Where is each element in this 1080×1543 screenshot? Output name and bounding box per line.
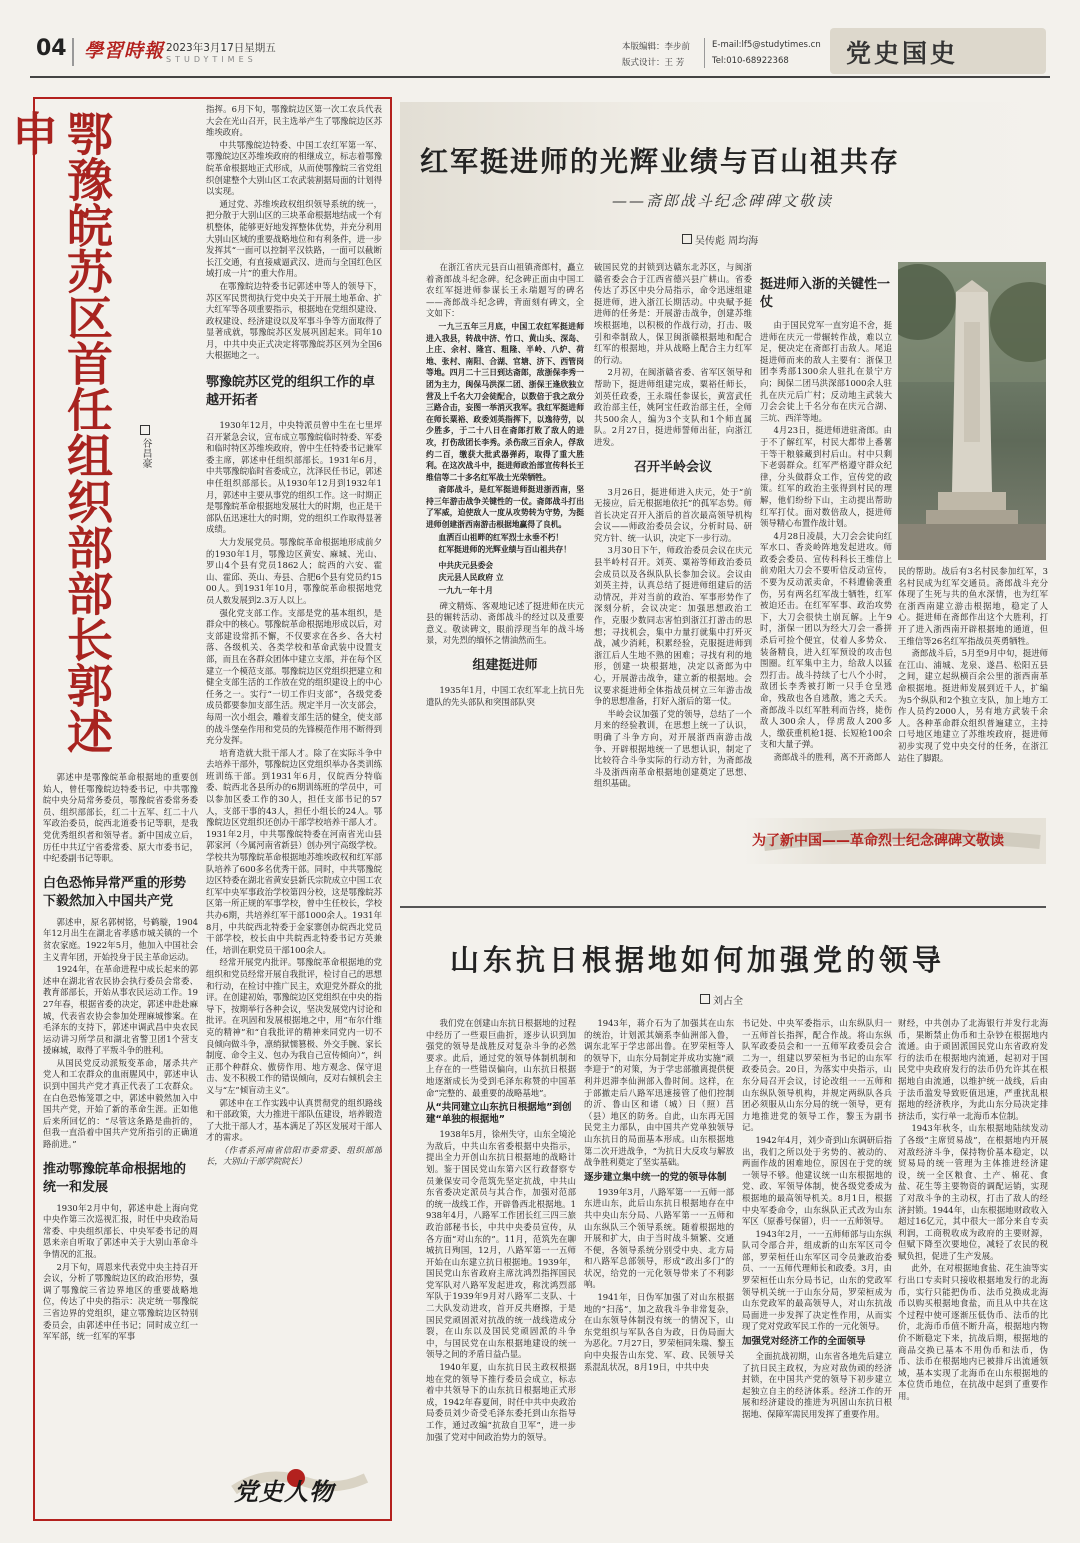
- author-icon: [700, 994, 710, 1004]
- paragraph: 此外，在对根据地食盐、花生油等实行出口专卖时只接收根据地发行的北海币，实行只能把伪币、法币兑换成北海币以购买根据地食盐，而且从中共在这个过程中使可逐渐压低伪币、法币的比价，北海币币值不断升高，根据地内物价不断稳定下来，抗战后期，根据地的商品交换已基本不用伪币和法币，伪币、法币在根据地内已被排斥出流通领域，基本实现了北海币在山东根据地的本位货币地位，在抗战中起到了重要作用。: [898, 1263, 1048, 1401]
- rt-subheading-2: 召开半岭会议: [633, 459, 712, 475]
- paragraph: 4月28日凌晨，大刀会会徒向红军水口、香炎岭阵地发起进攻。师政委会委员、宣传科科长王维信上前劝阻大刀会不要听信反动宣传，不要为反动派卖命，不料遭偷袭重伤，另有两名红军战士牺牲，红军被迫还击。在红军军事、政治攻势下，大刀会很快土崩瓦解。上午9时，浙保一团以为经大刀会一番拼杀后可捡个便宜，仗着人多势众、装备精良，进入红军预设的攻击包围圈。红军集中主力，给敌人以猛烈打击。战斗持续了七八个小时，敌团长李秀被打断一只手仓皇逃命，残敌也各自逃散，逃之夭夭。斋郎战斗以红军胜利而告终，毙伤敌人300余人，俘虏敌人200多人，缴获重机枪1挺、长短枪100余支和大量子弹。: [760, 530, 892, 750]
- page-header: [0, 0, 1080, 78]
- author-credit: （作者系河南省信阳市委常委、组织部部长，大别山干部学院院长）: [206, 1144, 382, 1167]
- inscription-paragraph: 斋郎战斗，是红军挺进师挺进浙西南，坚持三年游击战争关键性的一仗。斋郎战斗打出了军威，迫使敌人一度从攻势转为守势，为挺进师创建浙西南游击根据地赢得了良机。: [426, 485, 584, 530]
- header-date: 2023年3月17日星期五: [166, 42, 276, 54]
- paragraph: 1930年2月中旬，郭述申赴上海向党中央作第三次巡视汇报，时任中央政治局常委、中央组织部长、中央军委书记的周恩来亲自听取了郭述申关于大别山革命斗争情况的汇报。: [43, 1202, 198, 1259]
- paragraph: 通过党、苏维埃政权组织领导系统的统一，把分散于大别山区的三块革命根据地结成一个有机整体，能够更好地发挥整体优势，并充分利用大别山区域的重要战略地位和有利条件，进一步发挥其“一面可以控制平汉铁路，一面可以截断长江交通，有直接威逼武汉、进而与全国红色区域打成一片”的重大作用。: [206, 198, 382, 279]
- paragraph: 指挥。6月下旬，鄂豫皖边区第一次工农兵代表大会在光山召开，民主选举产生了鄂豫皖边区苏维埃政府。: [206, 104, 382, 138]
- author-name: 刘占全: [713, 996, 743, 1007]
- paragraph: 从国民党反动派叛变革命，屠杀共产党人和工农群众的血雨腥风中，郭述申认识到中国共产党才真正代表了工农群众。在白色恐怖笼罩之中，郭述申毅然加入中国共产党，开始了新的革命生涯。正如他后来所回忆的：“尽管这条路是曲折的，但我一直沿着中国共产党所指引的正确道路前进。”: [43, 1057, 198, 1150]
- paragraph: 1935年1月，中国工农红军北上抗日先遣队的先头部队和突围部队突: [426, 685, 584, 707]
- paragraph: 2月下旬，周恩来代表党中央主持召开会议，分析了鄂豫皖边区的政治形势，强调了鄂豫皖三省边界地区的重要战略地位，传达了中央的指示：决定统一鄂豫皖三省边界的党组织，建立鄂豫皖边区特别委员会，由郭述申任书记；同时成立红一军军部，统一红军的军事: [43, 1261, 198, 1342]
- paragraph: 1942年4月，刘少奇到山东调研后指出，我们之所以处于劣势的、被动的、两面作战的困难地位，原因在于党的统一领导不够。他建议统一山东根据地的党、政、军领导体制，使各级党委成为根据地的最高领导机关。8月1日，根据中央军委命令，山东纵队正式改为山东军区（原番号保留），归一一五师领导。: [742, 1134, 892, 1227]
- paragraph: 1943年，蒋介石为了加强其在山东的统治，计划派其嫡系李仙洲部入鲁，调东北军于学忠部出鲁。在罗荣桓等人的领导下，山东分局制定并成功实施“顽李迎于”的对策，为于学忠部撤离提供便利并迟滞李仙洲部入鲁时间。这样，在于部撤走后八路军迅速接管了他们控制的沂、鲁山区和诸（城）日（照）莒（县）地区的防务。自此，山东再无国民党主力部队，由中国共产党单独领导山东抗日的局面基本形成。山东根据地第二次开进战争，“为抗日大反攻与解放战争胜利奠定了坚实基础。: [584, 1018, 734, 1168]
- subheading-3: 鄂豫皖苏区党的组织工作的卓越开拓者: [206, 375, 376, 409]
- header-proof: 版式设计：王 芳: [622, 58, 685, 68]
- paragraph: 全面抗战初期，山东省各地先后建立了抗日民主政权，为应对敌伪顽的经济封锁，在中国共产党的领导下初步建立起独立自主的经济体系。经济工作的开展和经济建设的推进为巩固山东抗日根据地、保障军需民用发挥了重要作用。: [742, 1351, 892, 1419]
- paragraph: 财经，中共创办了北海银行并发行北海币，果断禁止伪币和土杂钞在根据地内流通。由于顽固派国民党山东省政府发行的法币在根据地内流通，起初对于国民党中央政府发行的法币仍允许其在根据地自由流通，以维护统一战线，后由于法币滥发导致贬值迅速，严重扰乱根据地的经济秩序，为此山东分局决定排挤法币，实行单一北海币本位制。: [898, 1018, 1048, 1121]
- masthead-logo: 學習時報: [84, 40, 165, 62]
- rb-subheading-2: 逐步建立集中统一的党的领导体制: [584, 1171, 727, 1183]
- header-rule: [30, 76, 1050, 78]
- inscription-paragraph: 红军挺进师的光辉业绩与百山祖共存！: [438, 545, 572, 555]
- paragraph: 由于国民党军一直穷追不舍，挺进师在庆元一带辗转作战，难以立足，便决定在斋郎打击敌人。尾追挺进师而来的敌人主要有：浙保卫团李秀部1300余人驻扎在景宁方向；闽保二团马洪深部1000余人驻扎在庆元后广村；反动地主武装大刀会会徒上千名分布在庆元合湖、三坑、西洋等地。: [760, 320, 892, 423]
- rb-col-1: [426, 1018, 576, 1518]
- paragraph: 4月23日，挺进师进驻斋郎。由于不了解红军，村民大都带上番薯干等干粮躲藏到村后山。村中只剩下老弱群众。红军严格遵守群众纪律，分头做群众工作，宣传党的政策。红军的政治主张得到村民的理解，他们纷纷下山，主动提出帮助红军打仗。面对数倍敌人，挺进师领导精心布置作战计划。: [760, 425, 892, 529]
- paragraph: 在浙江省庆元县百山祖镇斋郎村，矗立着斋郎战斗纪念碑。纪念碑正面由中国工农红军挺进师参谋长王永瑞题写的碑名——斋郎战斗纪念碑，背面刻有碑文，全文如下：: [426, 262, 584, 319]
- paragraph: 大力发展党员。鄂豫皖革命根据地形成前夕的1930年1月，鄂豫边区黄安、麻城、光山、罗山4个县有党员1862人；皖西的六安、霍山、霍邱、英山、寿县、合肥6个县有党员约1500人。到1931年10月，鄂豫皖革命根据地党员人数发展到2.3万人以上。: [206, 537, 382, 605]
- header-divider-mid: [704, 38, 705, 68]
- header-email: E-mail:lf5@studytimes.cn: [712, 40, 821, 50]
- article-title-text: 鄂豫皖苏区首任组织部部长郭述申: [5, 110, 114, 754]
- rt-subheading-3: 挺进师入浙的关键性一仗: [760, 277, 891, 310]
- left-article-author: [138, 425, 153, 468]
- right-bottom-title: 山东抗日根据地如何加强党的领导: [450, 943, 946, 977]
- paragraph: 破国民党的封锁到达赣东北苏区，与闽浙赣省委会合于江西省德兴县广耕山。省委传达了苏区中央分局指示，命令迅速组建挺进师，进入浙江长期活动。中央赋予挺进师的任务是：开展游击战争，创建苏维埃根据地，以积极的作战行动，打击、吸引和牵制敌人，保卫闽浙赣根据地和配合红军的根据地，并从战略上配合主力红军的行动。: [594, 262, 752, 365]
- logo-text: 党史人物: [234, 1477, 334, 1506]
- paragraph: 斋郎战斗后，5月至9月中旬，挺进师在江山、浦城、龙泉、遂昌、松阳五县之间，建立起纵横百余公里的浙西南革命根据地。挺进师发展到近千人，扩编为5个纵队和2个独立支队，加上地方工作人员约2000人，另有地方武装千余人。各种革命群众组织普遍建立，主持口号地区地建立了苏维埃政府，挺进师初步实现了党中央交付的任务，在浙江站住了脚跟。: [898, 648, 1048, 763]
- rt-col-3: [760, 276, 892, 804]
- paragraph: 中共鄂豫皖边特委、中国工农红军第一军、鄂豫皖边区苏维埃政府的相继成立，标志着鄂豫皖革命根据地正式形成，从而使鄂豫皖三省党组织创建整个大别山区工农武装割据局面的计划得以实现。: [206, 139, 382, 197]
- paragraph: 郭述申在工作实践中认真贯彻党的组织路线和干部政策，大力推进干部队伍建设，培养锻造了大批干部人才，基本满足了苏区发展对干部人才的需求。: [206, 1097, 382, 1143]
- subheading-1: 白色恐怖异常严重的形势下毅然加入中国共产党: [43, 875, 187, 909]
- party-history-logo: [226, 1460, 376, 1510]
- paragraph: 1941年，日伪军加强了对山东根据地的“扫荡”，加之敌我斗争非常复杂，在山东领导体制没有统一的情况下，山东党组织与军队各自为政，日伪局面大为恶化。7月27日，罗荣桓同朱瑞、黎玉向中央报告山东党、军、政、民领导关系混乱状况，8月19日，中共中央: [584, 1292, 734, 1372]
- paragraph: 1943年秋冬，山东根据地陆续发动了各级“主席贸易战”，在根据地内开展对敌经济斗争，保持物价基本稳定，以贸易局的统一管理为主体推进经济建设，统一全区粮食、土产、棉花、食盐、花生等主要物资的调配运销，实现了对敌斗争的主动权，打击了敌人的经济封锁。1944年，山东根据地财政收入超过16亿元，其中很大一部分来自专卖利润，工商税收成为政府的主要财源，但赋下降至次要地位，减轻了农民的税赋负担，促进了生产发展。: [898, 1123, 1048, 1261]
- inscription-sign: 庆元县人民政府 立: [438, 573, 504, 583]
- intro-paragraph: 郭述申是鄂豫皖革命根据地的重要创始人，曾任鄂豫皖边特委书记，中共鄂豫皖中央分局常务委员，鄂豫皖省委常务委员、组织部部长，红二十五军、红二十八军政治委员，皖西北道委书记等职，是我党优秀组织者和领导者。新中国成立后，历任中共辽宁省委常委、原大市委书记，中纪委副书记等职。: [43, 772, 198, 864]
- paragraph: 1930年12月，中央特派员曾中生在七里坪召开紧急会议，宣布成立鄂豫皖临时特委、军委和临时特区苏维埃政府，曾中生任特委书记兼军委主席，郭述申任组织部部长。1931年6月，中共鄂豫皖临时省委成立，沈泽民任书记，郭述申任组织部部长。从1930年12月到1932年1月，郭述申主要从事党的组织工作。这一时期正是鄂豫皖革命根据地发展壮大的时期，也正是干部队伍迅速壮大的时期，党的组织工作取得显著成绩。: [206, 420, 382, 535]
- inscription-paragraph: 血洒百山祖畔的红军烈士永垂不朽！: [438, 532, 564, 542]
- masthead-en: STUDYTIMES: [166, 55, 257, 64]
- author-icon: [140, 425, 150, 435]
- paragraph: 民的帮助。战后有3名村民参加红军，3名村民成为红军交通员。斋郎战斗充分体现了生死与共的鱼水深情，也为红军在浙西南建立游击根据地，稳定了人心。挺进师在斋郎作出这个大胜利，打开了进入浙西南开辟根据地的通道，但王维信等26名红军指战员英勇牺牲。: [898, 566, 1048, 646]
- monument-illustration: [898, 262, 1046, 560]
- right-top-subtitle: ——斋郎战斗纪念碑碑文敬读: [612, 192, 834, 210]
- paragraph: 郭述申，原名郭树铭，号鹤璇，1904年12月出生在湖北省孝感市城关镇的一个贫农家庭。1922年5月，他加入中国社会主义青年团，开始投身于民主革命运动。: [43, 916, 198, 962]
- inscription-sign: 一九九一年十月: [438, 586, 494, 596]
- left-article-title: [5, 110, 114, 760]
- paragraph: 1924年，在革命进程中成长起来的郭述申在湖北省农民协会执行委员会常委、教育部部长，开始从事农民运动工作。1927年春，根据省委的决定，郭述申赴赴麻城，代表省农协会参加处理麻城惨案。在毛泽东的支持下，郭述申调武昌中央农民运动讲习所学员和湖北省警卫团1个营支援麻城，取得了平叛斗争的胜利。: [43, 964, 198, 1056]
- paragraph: 碑文精炼、客观地记述了挺进师在庆元县的辗转活动、斋郎战斗的经过以及重要意义。敬读碑文，眼前浮现当年的战斗场景，对先烈的缅怀之情油然而生。: [426, 600, 584, 646]
- rb-subheading-3: 加强党对经济工作的全面领导: [742, 1336, 866, 1348]
- rt-col-4: [898, 566, 1048, 806]
- article-divider: [400, 906, 1046, 908]
- right-top-authors: [682, 232, 758, 247]
- header-tel: Tel:010-68922368: [712, 56, 789, 66]
- rb-col-3: [742, 1018, 892, 1518]
- rb-subheading-1: 从“共同建立山东抗日根据地”到创建“单独的根据地”: [426, 1102, 572, 1126]
- paragraph: 半岭会议加强了党的领导，总结了一个月来的经验教训，在思想上统一了认识，明确了斗争方向，对开展浙西南游击战争、开辟根据地统一了思想认识，制定了比较符合斗争实际的行动方针，为斋郎战斗及浙西南革命根据地创建奠定了思想、组织基础。: [594, 708, 752, 789]
- paragraph: 书记处、中央军委指示，山东纵队归一一五师首长指挥，配合作战。将山东纵队军政委员会和一一五师军政委员会合二为一，组建以罗荣桓为书记的山东军政委员会。20日，为落实中央指示，山东分局召开会议，讨论改组一一五师和山东纵队领导机构，并规定两纵队各兵团必须服从山东分局的统一领导，更有力地推进党的领导工作，黎玉为副书记。: [742, 1018, 892, 1133]
- rt-subheading-1: 组建挺进师: [472, 658, 538, 673]
- rb-col-4: [898, 1018, 1048, 1518]
- subheading-2: 推动鄂豫皖革命根据地的统一和发展: [43, 1161, 187, 1195]
- rt-col-1: [426, 262, 584, 898]
- paragraph: 2月初，在闽浙赣省委、省军区领导和帮助下，挺进师组建完成，粟裕任师长，刘英任政委，王永瑞任参谋长，黄富武任政治部主任，姚阿宝任政治部主任，全师共500余人，编为3个支队和1个师直属队。2月27日，挺进师誓师出征，向浙江进发。: [594, 367, 752, 447]
- header-editor: 本版编辑：李步前: [622, 42, 691, 52]
- paragraph: 1939年3月，八路军第一一五师一部东进山东，此后山东抗日根据地存在中共中央山东分局、八路军第一一五师和山东纵队三个领导系统。随着根据地的开展和扩大，由于当时战斗频繁、交通不便，各领导系统分别受中央、北方局和八路军总部领导，形成“政出多门”的状况，给党的一元化领导带来了不利影响。: [584, 1186, 734, 1290]
- paragraph: 1943年2月，一一五师师部与山东纵队司令部合并，组成新的山东军区司令部，罗荣桓任山东军区司令员兼政治委员、一一五师代理师长和政委。3月，由罗荣桓任山东分局书记，山东的党政军领导机关统一于山东分局，罗荣桓成为山东党政军的最高领导人，对山东抗战局面进一步发挥了决定性作用，从而实现了党对党政军民工作的一元化领导。: [742, 1228, 892, 1332]
- paragraph: 强化党支部工作。支部是党的基本组织，是群众中的核心。鄂豫皖革命根据地形成以后，对支部建设常抓不懈，不仅要求在各乡、各大村落、各级机关、各类学校和革命武装中设置支部，而且在各群众团体中建立支部，并在每个区建立一个模范支部。鄂豫皖边区党组织把建立和健全支部生活的工作放在党的组织建设上的中心任务之一。实行“一切工作归支部”，各级党委成员都要参加支部生活。规定半月一次支部会，每周一次小组会，雕着支部生活的健全，使支部的战斗堡垒作用和党员的先锋模范作用不断得到充分发挥。: [206, 607, 382, 746]
- inscription-block: [426, 321, 584, 597]
- author-name: 谷昌豪: [140, 438, 151, 468]
- paragraph: 3月26日，挺进师进入庆元，处于“前无接应，后无根据地依托”的孤军态势。师首长决定召开入浙后的首次最高领导机构会议——师政治委员会议，分析时局、研究方针、统一认识，决定下一步行动。: [594, 486, 752, 543]
- author-icon: [682, 234, 692, 244]
- page-number: 04: [36, 36, 67, 61]
- paragraph: 1940年夏，山东抗日民主政权根据地在党的领导下推行委员会成立，标志着中共领导下的山东抗日根据地正式形成，1942年春夏间，时任中共中央政治局委员刘少奇受毛泽东委托到山东指导工作，通过改编“抗敌自卫军”，进一步加强了党对中间政治势力的领导。: [426, 1362, 576, 1442]
- paragraph: 我们党在创建山东抗日根据地的过程中经历了一些艰巨曲折，逐步认识到加强党的领导是战胜反对复杂斗争的必然要求。此后，通过党的领导体制机制和上存在的一些错误偏向，山东抗日根据地逐渐成长为受到毛泽东称赞的中国革命“完整的、最重要的战略基地”。: [426, 1018, 576, 1098]
- author-names: 吴传彪 周均海: [695, 236, 759, 247]
- rb-col-2: [584, 1018, 734, 1518]
- revolution-banner: [744, 818, 1046, 864]
- header-divider-small: [72, 38, 74, 66]
- section-title: 党史国史: [846, 39, 959, 68]
- paragraph: 培育造就大批干部人才。除了在实际斗争中去培养干部外，鄂豫皖边区党组织举办各类训练班训练干部。到1931年6月，仅皖西分特临委、皖西北各县所办的6期训练班的学员中，可以参加区委工作的30人，担任支部书记的57人，支部干事的43人，担任小组长的24人。鄂豫皖边区党组织还创办干部学校培养干部人才。1931年2月，中共鄂豫皖特委在河南省光山县郭家河（今属河南省新县）创办列宁高级学校。学校共为鄂豫皖革命根据地苏维埃政权和红军部队培养了600多名优秀干部。同时，中共鄂豫皖边区特委在湖北省黄安县新氏宗院成立中国工农红军中央军事政治学校第四分校，这是鄂豫皖苏区第一所正规的军事学校，曾中生任校长，学校共办6期，共培养红军干部1000余人。1931年8月，中共皖西北特委于金家寨创办皖西北党员干部学校，校长由中共皖西北特委书记方英兼任，培训在职党员干部100余人。: [206, 747, 382, 955]
- monument-photo: [898, 262, 1046, 560]
- paragraph: 斋郎战斗的胜利，离不开斋郎人: [773, 751, 891, 762]
- right-bottom-author: [700, 992, 743, 1007]
- inscription-sign: 中共庆元县委会: [438, 560, 494, 570]
- paragraph: 3月30日下午，师政治委员会议在庆元县半岭村召开。刘英、粟裕等师政治委员会成员以及各纵队队长参加会议。会议由刘英主持，认真总结了挺进师组建后的活动情况，并对当前的政治、军事形势作了深刻分析，会议决定：加强思想政治工作，克服少数同志害怕到浙江打游击的思想；寻找机会，集中力量打就集中打歼灭战，减少消耗，积累经验，克服挺进师到浙江后人生地不熟的困难；寻找有利的地形，创建一块根据地，决定以斋郎为中心，开展游击战争，建立新的根据地。会议要求挺进师全体指战员树立三年游击战争的思想准备，打好入浙后的第一仗。: [594, 545, 752, 707]
- rt-col-2: [594, 262, 752, 898]
- right-top-title: 红军挺进师的光辉业绩与百山祖共存: [420, 145, 901, 178]
- left-col-2: [206, 104, 382, 1512]
- inscription-paragraph: 一九三五年三月底，中国工农红军挺进师进入我县，转战中济、竹口、黄山头、深岛、上庄、余村、隆宫、粗隆、半岭、八炉、荷地、张村、南阳、合湖、官塘、济下、西管岗等地。四月二十三日到达斋郎，敌浙保李秀一团为主力，闽保马洪深二团、浙保王逢欣独立营及上千名大刀会徒配合，以数倍于我之敌分三路合击，妄图一举消灭我军。我红军挺进师在师长粟裕、政委刘英指挥下，以逸待劳，以少胜多，于二十八日在斋郎打败了敌人的进攻，打伤敌团长李秀。杀伤敌三百余人，俘敌约二百，缴获大批武器弹药，取得了重大胜利。在这次战斗中，挺进师政治部宣传科长王维信等二十多名红军战士光荣牺牲。: [426, 321, 584, 482]
- paragraph: 在鄂豫皖边特委书记郭述申等人的领导下，苏区军民贯彻执行党中央关于开展土地革命、扩大红军等各项重要指示，根据地在党组织建设、政权建设、经济建设以及军事斗争等方面取得了显著成就，鄂豫皖苏区发展巩固起来。同年10月，中共中央正式决定将鄂豫皖苏区列为全国6大根据地之一。: [206, 280, 382, 361]
- paragraph: 经常开展党内批评。鄂豫皖革命根据地的党组织和党员经常开展自我批评，检讨自己的思想和行动，在检讨中推广民主，欢迎党外群众的批评。在创建初始，鄂豫皖边区党组织在中央的指导下，按期举行各种会议，坚决发展党内讨论和批评。在巩固和发展根据地之中，用“布尔什维克的精神”和“自我批评的精神来同党内一切不良倾向做斗争，凛绡狱懦篡极、外交手腕、家长制度、命令主义、包办为我自己宣传倾向）”，纠正那个种群众、傲傍作用、地方观念、保守退击、发不积极工作的错误倾向，反对右倾机会主义与“左”倾盲动主义”。: [206, 957, 382, 1095]
- left-col-1: [43, 772, 198, 1512]
- paragraph: 1938年5月，徐州失守，山东全境沦为敌后，中共山东省委根据中央指示，提出全力开创山东抗日根据地的战略计划。鉴于国民党山东第六区行政督察专员兼保安司令范筑先坚定抗战，中共山东省委决定派员与其合作，加强对范部的统一战线工作，开辟鲁西北根据地。1938年4月，八路军工作团长红三四三旅政治部秘书长，中共中央委员宣传，从各方面“对山东的”。11月，范筑先在聊城抗日殉国，12月，八路军第一一五师开始在山东建立抗日根据地。1939年，国民党山东省政府主席沈鸿烈指挥国民党军队对八路军发起进攻，称沈鸿烈部军队于1939年9月对八路军二支队、十二大队发动进攻，首开反共磨擦，于是国民党顽固派对抗战的统一战线造成分裂，在山东以及国民党顽固派的斗争中，与国民党在山东根据地建设的统一领导之间的矛盾日益凸显。: [426, 1129, 576, 1360]
- banner-text: 为了新中国——革命烈士纪念碑碑文敬读: [752, 833, 1004, 849]
